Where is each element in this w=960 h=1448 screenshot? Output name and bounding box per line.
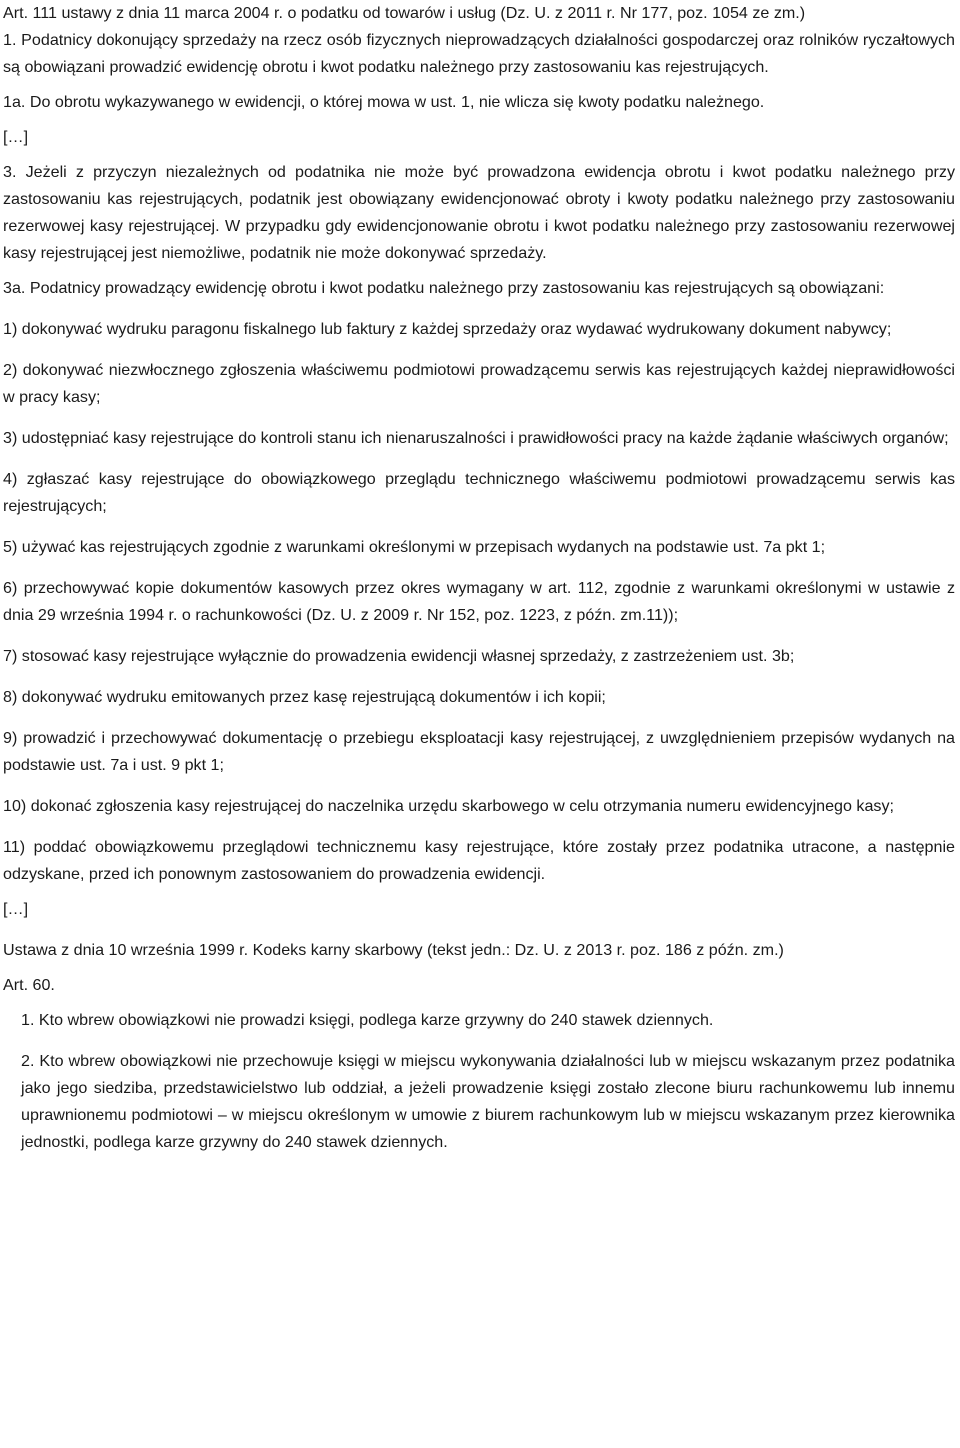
ellipsis: […]: [3, 900, 29, 918]
list-item: 9) prowadzić i przechowywać dokumentację o przebiegu eksploatacji kasy rejestrującej, z uwzględnieniem przepisów wydanych na podstawie ust. 7a i ust. 9 pkt 1;: [3, 729, 955, 774]
list-item: 5) używać kas rejestrujących zgodnie z warunkami określonymi w przepisach wydanych na podstawie ust. 7a pkt 1;: [3, 538, 826, 556]
article-number: Art. 60.: [3, 976, 55, 994]
section-2: 2. Kto wbrew obowiązkowi nie przechowuje księgi w miejscu wykonywania działalności lub w miejscu wskazanym przez podatnika jako jego siedziba, przedstawicielstwo lub oddział, a jeżeli prowadzenie księgi zostało zlecone biuru rachunkowemu lub innemu uprawnionemu podmiotowi – w miejscu określonym w umowie z biurem rachunkowym lub w miejscu wskazanym przez kierownika jednostki, podlega karze grzywny do 240 stawek dziennych.: [21, 1052, 955, 1151]
paragraph-3: 3. Jeżeli z przyczyn niezależnych od podatnika nie może być prowadzona ewidencja obrotu i kwot podatku należnego przy zastosowaniu kas rejestrujących, podatnik jest obowiązany ewidencjonować obroty i kwoty podatku należnego przy zastosowaniu rezerwowej kasy rejestrującej. W przypadku gdy ewidencjonowanie obrotu i kwot podatku należnego przy zastosowaniu rezerwowej kasy rejestrującej jest niemożliwe, podatnik nie może dokonywać sprzedaży.: [3, 163, 955, 262]
paragraph-1: 1. Podatnicy dokonujący sprzedaży na rzecz osób fizycznych nieprowadzących działalności gospodarczej oraz rolników ryczałtowych są obowiązani prowadzić ewidencję obrotu i kwot podatku należnego przy zastosowaniu kas rejestrujących.: [3, 31, 955, 76]
list-item: 8) dokonywać wydruku emitowanych przez kasę rejestrującą dokumentów i ich kopii;: [3, 688, 606, 706]
list-item: 10) dokonać zgłoszenia kasy rejestrującej do naczelnika urzędu skarbowego w celu otrzymania numeru ewidencyjnego kasy;: [3, 797, 894, 815]
section-1: 1. Kto wbrew obowiązkowi nie prowadzi księgi, podlega karze grzywny do 240 stawek dziennych.: [21, 1011, 714, 1029]
act-title: Ustawa z dnia 10 września 1999 r. Kodeks karny skarbowy (tekst jedn.: Dz. U. z 2013 r. poz. 186 z późn. zm.): [3, 941, 784, 959]
list-item: 6) przechowywać kopie dokumentów kasowych przez okres wymagany w art. 112, zgodnie z warunkami określonymi w ustawie z dnia 29 września 1994 r. o rachunkowości (Dz. U. z 2009 r. Nr 152, poz. 1223, z późn. zm.11));: [3, 579, 955, 624]
paragraph-3a: 3a. Podatnicy prowadzący ewidencję obrotu i kwot podatku należnego przy zastosowaniu kas rejestrujących są obowiązani:: [3, 279, 885, 297]
list-item: 1) dokonywać wydruku paragonu fiskalnego lub faktury z każdej sprzedaży oraz wydawać wydrukowany dokument nabywcy;: [3, 320, 892, 338]
list-item: 11) poddać obowiązkowemu przeglądowi technicznemu kasy rejestrujące, które zostały przez podatnika utracone, a następnie odzyskane, przed ich ponownym zastosowaniem do prowadzenia ewidencji.: [3, 838, 955, 883]
document-page: [3, 0, 955, 1156]
list-item: 7) stosować kasy rejestrujące wyłącznie do prowadzenia ewidencji własnej sprzedaży, z zastrzeżeniem ust. 3b;: [3, 647, 795, 665]
list-item: 2) dokonywać niezwłocznego zgłoszenia właściwemu podmiotowi prowadzącemu serwis kas rejestrujących każdej nieprawidłowości w pracy kasy;: [3, 361, 955, 406]
ellipsis: […]: [3, 128, 29, 146]
article-header: Art. 111 ustawy z dnia 11 marca 2004 r. o podatku od towarów i usług (Dz. U. z 2011 r. Nr 177, poz. 1054 ze zm.): [3, 4, 806, 22]
paragraph-1a: 1a. Do obrotu wykazywanego w ewidencji, o której mowa w ust. 1, nie wlicza się kwoty podatku należnego.: [3, 93, 765, 111]
list-item: 4) zgłaszać kasy rejestrujące do obowiązkowego przeglądu technicznego właściwemu podmiotowi prowadzącemu serwis kas rejestrujących;: [3, 470, 955, 515]
list-item: 3) udostępniać kasy rejestrujące do kontroli stanu ich nienaruszalności i prawidłowości pracy na każde żądanie właściwych organów;: [3, 429, 949, 447]
